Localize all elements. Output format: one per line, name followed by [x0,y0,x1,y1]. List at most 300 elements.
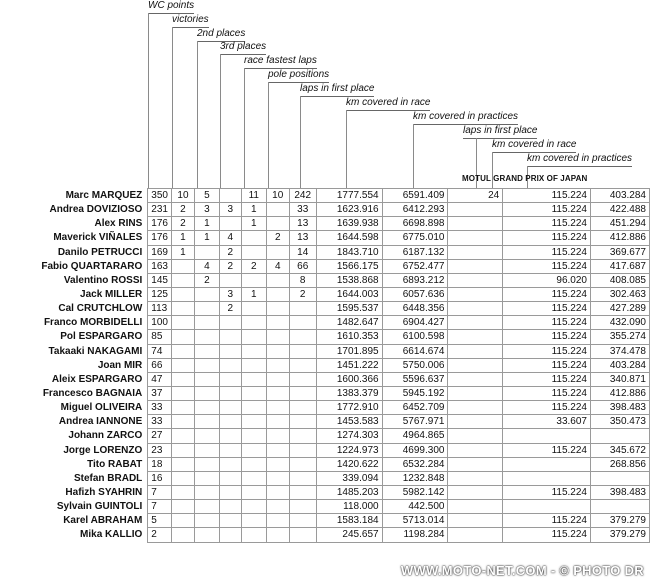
stat-cell [266,330,289,344]
stat-cell [219,189,241,203]
stat-cell: 6893.212 [382,273,448,287]
stat-cell: 1777.554 [316,189,382,203]
stat-cell [219,316,241,330]
stat-cell: 340.871 [590,372,649,386]
stat-cell: 5 [194,189,219,203]
stat-cell: 1644.598 [316,231,382,245]
stat-cell [241,344,266,358]
stat-cell [289,528,316,542]
stat-cell [241,471,266,485]
stat-cell [171,316,194,330]
stat-cell: 1 [171,245,194,259]
stat-cell [503,471,591,485]
stat-cell [448,358,503,372]
stat-cell [171,443,194,457]
stat-cell [219,358,241,372]
stat-cell [289,302,316,316]
stat-cell [448,443,503,457]
stat-cell [171,528,194,542]
rider-name: Hafizh SYAHRIN [65,487,143,499]
rider-name: Takaaki NAKAGAMI [48,345,143,357]
stat-cell [289,500,316,514]
rider-name: Sylvain GUINTOLI [56,501,143,513]
stat-cell [266,443,289,457]
stat-cell [171,485,194,499]
stat-cell [266,217,289,231]
stat-cell [266,245,289,259]
stat-cell: 1485.203 [316,485,382,499]
stat-cell [219,372,241,386]
rider-stats-table [0,188,650,543]
stat-cell: 16 [148,471,172,485]
stat-cell: 1595.537 [316,302,382,316]
stat-cell [219,273,241,287]
stat-cell [194,429,219,443]
stat-cell [194,302,219,316]
stat-cell [171,344,194,358]
table-row [0,372,650,386]
stat-cell [194,443,219,457]
header-leader-line [244,68,245,188]
stat-cell: 2 [219,259,241,273]
stat-cell: 268.856 [590,457,649,471]
stat-cell: 3 [194,203,219,217]
table-row [0,443,650,457]
rider-name: Jack MILLER [80,289,143,301]
stat-cell [241,429,266,443]
stat-cell: 14 [289,245,316,259]
stat-cell [448,372,503,386]
stat-cell: 5596.637 [382,372,448,386]
stat-cell [241,273,266,287]
stat-cell: 350.473 [590,415,649,429]
header-label: km covered in race [492,139,576,153]
header-label: km covered in practices [413,111,518,125]
header-leader-line [220,54,221,188]
stat-cell [289,401,316,415]
stat-cell [194,401,219,415]
stat-cell: 427.289 [590,302,649,316]
header-label: 3rd places [220,41,266,55]
stat-cell [171,330,194,344]
stat-cell: 1453.583 [316,415,382,429]
stat-cell: 2 [219,245,241,259]
stat-cell [171,259,194,273]
stat-cell: 432.090 [590,316,649,330]
rider-name: Johann ZARCO [68,430,143,442]
rider-name: Danilo PETRUCCI [57,246,143,258]
stat-cell [194,330,219,344]
rider-name: Pol ESPARGARO [60,331,143,343]
stat-cell: 3 [219,203,241,217]
stat-cell [194,386,219,400]
stat-cell [448,316,503,330]
table-row [0,287,650,301]
stat-cell [241,457,266,471]
stat-cell [266,386,289,400]
stat-cell: 3 [219,287,241,301]
stat-cell: 1623.916 [316,203,382,217]
stat-cell: 27 [148,429,172,443]
header-leader-line [346,110,347,188]
stat-cell: 33.607 [503,415,591,429]
rider-name: Andrea IANNONE [58,416,143,428]
header-leader-line [413,124,414,188]
table-row [0,500,650,514]
header-label: race fastest laps [244,55,317,69]
stat-cell [194,344,219,358]
stat-cell: 115.224 [503,189,591,203]
stat-cell: 115.224 [503,344,591,358]
stat-cell: 37 [148,386,172,400]
stat-cell: 5982.142 [382,485,448,499]
stat-cell [219,330,241,344]
stat-cell: 10 [171,189,194,203]
stat-cell [266,344,289,358]
stat-cell: 13 [289,231,316,245]
stat-cell: 355.274 [590,330,649,344]
stat-cell: 163 [148,259,172,273]
header-label: WC points [148,0,194,14]
stat-cell [590,500,649,514]
stat-cell: 5713.014 [382,514,448,528]
stat-cell [219,217,241,231]
stat-cell [448,287,503,301]
stat-cell [241,415,266,429]
stat-cell [448,231,503,245]
header-label: km covered in practices [527,153,632,167]
stat-cell [590,429,649,443]
stat-cell: 96.020 [503,273,591,287]
stat-cell: 10 [266,189,289,203]
stat-cell: 6698.898 [382,217,448,231]
stat-cell: 100 [148,316,172,330]
stat-cell: 115.224 [503,259,591,273]
rider-name: Francesco BAGNAIA [42,388,143,400]
stat-cell: 398.483 [590,401,649,415]
stat-cell [194,245,219,259]
stat-cell [194,316,219,330]
stat-cell [448,386,503,400]
stat-cell: 74 [148,344,172,358]
stat-cell: 33 [148,401,172,415]
stat-cell [448,344,503,358]
stat-cell: 6057.636 [382,287,448,301]
stat-cell [289,415,316,429]
stat-cell: 1 [171,231,194,245]
stat-cell [448,528,503,542]
stat-cell: 1420.622 [316,457,382,471]
stat-cell [266,316,289,330]
stat-cell [219,344,241,358]
stat-cell: 115.224 [503,245,591,259]
stat-cell: 369.677 [590,245,649,259]
table-row [0,386,650,400]
rider-name: Alex RINS [94,218,143,230]
stat-cell: 6100.598 [382,330,448,344]
header-leader-line [268,82,269,188]
rider-name: Fabio QUARTARARO [41,260,143,272]
stat-cell: 5945.192 [382,386,448,400]
table-row [0,528,650,542]
stat-cell: 115.224 [503,514,591,528]
stat-cell: 379.279 [590,514,649,528]
stat-cell: 350 [148,189,172,203]
stat-cell [448,273,503,287]
table-row [0,259,650,273]
stat-cell [448,217,503,231]
stat-cell [503,429,591,443]
stat-cell: 451.294 [590,217,649,231]
stat-cell: 4964.865 [382,429,448,443]
stat-cell: 115.224 [503,401,591,415]
rider-name: Marc MARQUEZ [65,190,143,202]
table-row [0,415,650,429]
stat-cell: 1583.184 [316,514,382,528]
stat-cell [194,287,219,301]
stat-cell: 115.224 [503,528,591,542]
stat-cell: 339.094 [316,471,382,485]
stat-cell [448,471,503,485]
stat-cell: 13 [289,217,316,231]
table-row [0,189,650,203]
header-leader-line [148,13,149,188]
stat-cell: 1639.938 [316,217,382,231]
stat-cell [171,429,194,443]
stat-cell [241,316,266,330]
header-label: 2nd places [197,28,245,42]
stat-cell: 398.483 [590,485,649,499]
stat-cell: 2 [148,528,172,542]
stat-cell: 6452.709 [382,401,448,415]
stat-cell [171,401,194,415]
stat-cell: 1232.848 [382,471,448,485]
stat-cell: 125 [148,287,172,301]
stat-cell [289,386,316,400]
stat-cell: 66 [148,358,172,372]
stat-cell [219,500,241,514]
stat-cell [266,429,289,443]
table-row [0,316,650,330]
table-row [0,330,650,344]
stat-cell: 118.000 [316,500,382,514]
stat-cell: 379.279 [590,528,649,542]
header-leader-line [300,96,301,188]
stat-cell: 242 [289,189,316,203]
stat-cell: 1 [194,217,219,231]
stat-cell [194,528,219,542]
stat-cell: 115.224 [503,358,591,372]
stat-cell [448,457,503,471]
stat-cell [171,386,194,400]
stat-cell [241,386,266,400]
stat-cell [266,457,289,471]
stat-cell [241,302,266,316]
table-row [0,485,650,499]
stat-cell: 2 [266,231,289,245]
stat-cell: 7 [148,485,172,499]
stat-cell [241,443,266,457]
rider-name: Valentino ROSSI [63,274,143,286]
rider-name: Karel ABRAHAM [63,515,143,527]
stat-cell: 115.224 [503,330,591,344]
stat-cell [266,415,289,429]
stat-cell [219,386,241,400]
rider-name: Andrea DOVIZIOSO [49,204,143,216]
stat-cell [590,471,649,485]
stat-cell [241,500,266,514]
stat-cell [266,500,289,514]
stat-cell: 6532.284 [382,457,448,471]
header-leader-line [172,27,173,188]
stat-cell [241,372,266,386]
header-label: pole positions [268,69,329,83]
stat-cell: 6752.477 [382,259,448,273]
stat-cell [241,330,266,344]
stat-cell: 417.687 [590,259,649,273]
rider-name: Stefan BRADL [73,472,143,484]
table-row [0,344,650,358]
stat-cell: 18 [148,457,172,471]
stat-cell [289,372,316,386]
stat-cell: 6614.674 [382,344,448,358]
stat-cell: 66 [289,259,316,273]
stat-cell: 115.224 [503,443,591,457]
stat-cell [289,316,316,330]
stat-cell: 6412.293 [382,203,448,217]
column-headers [0,0,650,190]
stat-cell [219,401,241,415]
stat-cell: 4 [219,231,241,245]
stat-cell: 115.224 [503,203,591,217]
stat-cell: 145 [148,273,172,287]
stat-cell: 403.284 [590,189,649,203]
stat-cell: 1198.284 [382,528,448,542]
stat-cell: 115.224 [503,302,591,316]
stat-cell: 442.500 [382,500,448,514]
stat-cell [171,457,194,471]
stat-cell [219,443,241,457]
rider-name: Tito RABAT [87,458,143,470]
stat-cell: 115.224 [503,386,591,400]
stat-cell: 4 [266,259,289,273]
stat-cell: 7 [148,500,172,514]
stat-cell: 169 [148,245,172,259]
table-row [0,302,650,316]
stat-cell: 5750.006 [382,358,448,372]
stat-cell [171,302,194,316]
stat-cell [448,485,503,499]
stat-cell [289,485,316,499]
stat-cell: 115.224 [503,316,591,330]
stat-cell [448,330,503,344]
stat-cell [171,372,194,386]
stat-cell: 8 [289,273,316,287]
stat-cell: 33 [289,203,316,217]
stat-cell [503,500,591,514]
stat-cell: 1701.895 [316,344,382,358]
stat-cell [171,471,194,485]
stat-cell: 1451.222 [316,358,382,372]
stat-cell: 6448.356 [382,302,448,316]
stat-cell: 1 [241,287,266,301]
stat-cell [266,287,289,301]
stat-cell: 1600.366 [316,372,382,386]
stat-cell: 47 [148,372,172,386]
stat-cell [219,471,241,485]
stat-cell: 2 [171,203,194,217]
stat-cell: 113 [148,302,172,316]
stat-cell [448,203,503,217]
stat-cell [448,259,503,273]
stat-cell [171,273,194,287]
stat-cell [194,485,219,499]
stat-cell [241,245,266,259]
stat-cell [289,358,316,372]
table-row [0,457,650,471]
stat-cell: 5767.971 [382,415,448,429]
header-label: laps in first place [300,83,374,97]
stat-cell [194,471,219,485]
stat-cell [289,457,316,471]
stat-cell [194,457,219,471]
table-row [0,203,650,217]
stat-cell [194,372,219,386]
stat-cell [289,330,316,344]
stat-cell: 1482.647 [316,316,382,330]
stat-cell [194,415,219,429]
stat-cell [241,485,266,499]
table-row [0,358,650,372]
stat-cell [171,500,194,514]
stat-cell: 2 [219,302,241,316]
table-row [0,231,650,245]
stat-cell: 1566.175 [316,259,382,273]
stat-cell: 176 [148,231,172,245]
stat-cell [289,514,316,528]
stat-cell: 1274.303 [316,429,382,443]
stat-cell: 1538.868 [316,273,382,287]
table-row [0,245,650,259]
table-row [0,429,650,443]
stat-cell [219,457,241,471]
table-row [0,401,650,415]
stat-cell: 85 [148,330,172,344]
table-row [0,471,650,485]
stat-cell [266,401,289,415]
rider-name: Aleix ESPARGARO [51,373,143,385]
stat-cell [289,443,316,457]
stat-cell [266,471,289,485]
header-leader-line [197,41,198,188]
rider-name: Maverick VIÑALES [53,232,143,244]
rider-name: Jorge LORENZO [63,444,143,456]
stat-cell [266,528,289,542]
stat-cell [171,415,194,429]
stat-cell: 5 [148,514,172,528]
stat-cell: 2 [289,287,316,301]
stat-cell: 115.224 [503,217,591,231]
stat-cell [289,344,316,358]
stat-cell: 1 [241,203,266,217]
stat-cell: 2 [171,217,194,231]
header-label: laps in first place [463,125,537,139]
stat-cell [171,514,194,528]
stat-cell [266,358,289,372]
stat-cell: 176 [148,217,172,231]
table-row [0,273,650,287]
stat-cell: 33 [148,415,172,429]
